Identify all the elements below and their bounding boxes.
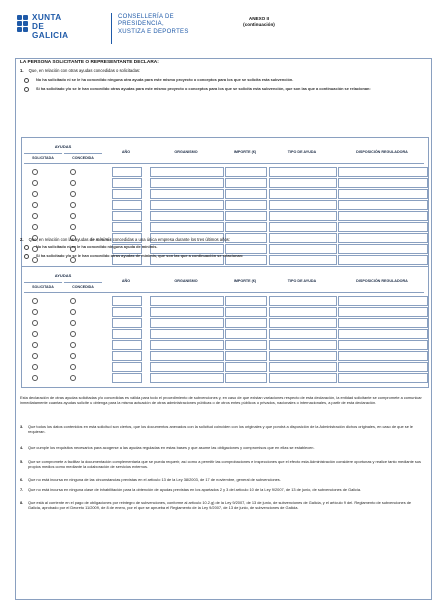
question-2-text-before: Que, en relación con las ayudas <box>28 237 90 242</box>
importe-field[interactable] <box>225 200 267 210</box>
header-organismo: ORGANISMO <box>174 150 198 154</box>
anio-field[interactable] <box>112 200 142 210</box>
q2-option-yes-radio[interactable] <box>24 254 29 259</box>
importe-field[interactable] <box>225 296 267 306</box>
solicitada-radio[interactable] <box>32 213 38 219</box>
q1-option-no-label: No ha solicitado ni se le ha concedido ninguna otra ayuda para este mismo proyecto o conceptos para los que se solicita esta subvención. <box>36 77 294 82</box>
item-text: Que cumple los requisitos necesarios para acogerse a las ayudas reguladas en estas bases y que asume las obligaciones y compromisos que en ellas se establecen. <box>28 445 315 450</box>
tipo-field[interactable] <box>269 233 337 243</box>
item-number: 6. <box>20 477 24 482</box>
tipo-field[interactable] <box>269 222 337 232</box>
disposicion-field[interactable] <box>338 211 428 221</box>
solicitada-radio[interactable] <box>32 353 38 359</box>
header-tipo: TIPO DE AYUDA <box>287 150 317 154</box>
solicitada-radio[interactable] <box>32 298 38 304</box>
solicitada-radio[interactable] <box>32 364 38 370</box>
solicitada-radio[interactable] <box>32 180 38 186</box>
annex-title-block <box>229 16 289 28</box>
table-row <box>22 166 428 177</box>
anio-field[interactable] <box>112 351 142 361</box>
solicitada-radio[interactable] <box>32 169 38 175</box>
table-row <box>22 188 428 199</box>
declaration-section <box>15 58 432 600</box>
solicitada-radio[interactable] <box>32 191 38 197</box>
importe-field[interactable] <box>225 222 267 232</box>
disposicion-field[interactable] <box>338 189 428 199</box>
disposicion-field[interactable] <box>338 351 428 361</box>
aid-table-2 <box>21 266 429 388</box>
solicitada-radio[interactable] <box>32 320 38 326</box>
anio-field[interactable] <box>112 189 142 199</box>
table-row <box>22 372 428 383</box>
concedida-radio[interactable] <box>70 353 76 359</box>
concedida-radio[interactable] <box>70 180 76 186</box>
solicitada-radio[interactable] <box>32 202 38 208</box>
q1-option-yes-label: Sí ha solicitado y/o se le han concedido otras ayudas para este mismo proyecto o conceptos para los que se solicita esta subvención, que son las que a continuación se relacionan: <box>36 86 371 91</box>
concedida-radio[interactable] <box>70 202 76 208</box>
solicitada-radio[interactable] <box>32 342 38 348</box>
item-number: 3. <box>20 424 24 429</box>
disposicion-field[interactable] <box>338 307 428 317</box>
question-2-number: 2. <box>20 237 24 242</box>
concedida-radio[interactable] <box>70 375 76 381</box>
header-importe: IMPORTE (€) <box>233 279 257 283</box>
tipo-field[interactable] <box>269 373 337 383</box>
disposicion-field[interactable] <box>338 233 428 243</box>
declaration-paragraph: Esta declaración de otras ayudas solicitadas y/o concedidas es válida para todo el procedimiento de subvenciones y, en caso de que existan variaciones respecto de esta declaración, la entidad solicitante se compromete a comunicar inmediatamente cuantas ayudas solicite u obtenga para la misma actuación de otras administraciones públicas o de otros entes públicos o privados, nacionales o internacionales, a partir de esta declaración. <box>20 395 422 406</box>
q1-option-yes-radio[interactable] <box>24 87 29 92</box>
anio-field[interactable] <box>112 340 142 350</box>
xunta-emblem-icon <box>17 15 29 45</box>
importe-field[interactable] <box>225 167 267 177</box>
logo-divider <box>111 13 112 44</box>
header-ayudas: AYUDAS <box>54 144 72 149</box>
concedida-radio[interactable] <box>70 169 76 175</box>
importe-field[interactable] <box>225 189 267 199</box>
table-row <box>22 199 428 210</box>
anio-field[interactable] <box>112 373 142 383</box>
concedida-radio[interactable] <box>70 224 76 230</box>
disposicion-field[interactable] <box>338 167 428 177</box>
item-number: 7. <box>20 487 24 492</box>
table-row <box>22 177 428 188</box>
organismo-field[interactable] <box>150 307 224 317</box>
header-importe: IMPORTE (€) <box>233 150 257 154</box>
annex-subtitle: (continuación) <box>243 22 275 27</box>
disposicion-field[interactable] <box>338 340 428 350</box>
header-divider <box>24 163 424 164</box>
item-text: Que no está incursa en ninguna de las circunstancias previstas en el artículo 13 de la Ley 38/2003, de 17 de noviembre, general de subvenciones. <box>28 477 281 482</box>
tipo-field[interactable] <box>269 211 337 221</box>
solicitada-radio[interactable] <box>32 224 38 230</box>
organismo-field[interactable] <box>150 296 224 306</box>
concedida-radio[interactable] <box>70 213 76 219</box>
importe-field[interactable] <box>225 307 267 317</box>
item-text: Que no está incursa en ninguna clase de inhabilitación para la obtención de ayudas previstas en los apartados 2 y 3 del artículo 10 de la Ley 9/2007, de 13 de junio, de subvenciones de Galicia. <box>28 487 362 492</box>
table-row <box>22 306 428 317</box>
q2-option-no-label: No ha solicitado ni se le ha concedido ninguna ayuda de mínimis. <box>36 244 158 249</box>
header-disposicion: DISPOSICIÓN REGULADORA <box>356 150 408 154</box>
table-row <box>22 295 428 306</box>
concedida-radio[interactable] <box>70 342 76 348</box>
item-text: Que se compromete a facilitar la documentación complementaria que se pueda requerir, así como a permitir las comprobaciones e inspecciones que el efecto esta Administración considere oportunas y realice tanto mediante sus propios medios como mediante la colaboración de servicios externos. <box>28 459 421 470</box>
concedida-radio[interactable] <box>70 331 76 337</box>
importe-field[interactable] <box>225 362 267 372</box>
importe-field[interactable] <box>225 178 267 188</box>
anio-field[interactable] <box>112 222 142 232</box>
tipo-field[interactable] <box>269 178 337 188</box>
importe-field[interactable] <box>225 233 267 243</box>
organismo-field[interactable] <box>150 373 224 383</box>
table-row <box>22 350 428 361</box>
disposicion-field[interactable] <box>338 362 428 372</box>
concedida-radio[interactable] <box>70 309 76 315</box>
question-1-number: 1. <box>20 68 24 73</box>
tipo-field[interactable] <box>269 296 337 306</box>
q2-option-no-radio[interactable] <box>24 245 29 250</box>
table-row <box>22 328 428 339</box>
organismo-field[interactable] <box>150 178 224 188</box>
item-text: Que está al corriente en el pago de obligaciones por reintegro de subvenciones, conforme al artículo 10.2.g) de la Ley 9/2007, de 13 de junio, de subvenciones de Galicia, y el artículo 9 del. Reglamento de subvenciones de Galicia, aprobado por el Decreto 11/2009, de 8 de enero, por el que se aprueba el Reglamento de la Ley 9/2007, de 13 de junio, de subvenciones de Galicia. <box>28 500 412 511</box>
tipo-field[interactable] <box>269 318 337 328</box>
tipo-field[interactable] <box>269 307 337 317</box>
organismo-field[interactable] <box>150 189 224 199</box>
solicitada-radio[interactable] <box>32 309 38 315</box>
organismo-field[interactable] <box>150 211 224 221</box>
section-title: LA PERSONA SOLICITANTE O REPRESENTANTE DECLARA: <box>20 60 159 65</box>
importe-field[interactable] <box>225 351 267 361</box>
item-number: 8. <box>20 500 24 505</box>
q2-option-yes-label: Sí ha solicitado y/o se le han concedido otras ayudas de mínimis, que son las que a continuación se relacionan: <box>36 253 244 258</box>
tipo-field[interactable] <box>269 200 337 210</box>
item-text: Que todos los datos contenidos en esta solicitud son ciertos, que los documentos anexados con la solicitud coinciden con los originales y que pondrá a disposición de la Administración dichos originales, en caso de que se le requieran. <box>28 424 413 435</box>
question-1 <box>20 68 140 73</box>
disposicion-field[interactable] <box>338 178 428 188</box>
concedida-radio[interactable] <box>70 364 76 370</box>
header-divider <box>24 292 424 293</box>
anio-field[interactable] <box>112 329 142 339</box>
solicitada-radio[interactable] <box>32 331 38 337</box>
concedida-radio[interactable] <box>70 298 76 304</box>
disposicion-field[interactable] <box>338 296 428 306</box>
table-row <box>22 221 428 232</box>
question-2-emphasis: de mínimis <box>89 237 112 242</box>
organismo-field[interactable] <box>150 351 224 361</box>
question-2 <box>20 237 230 242</box>
tipo-field[interactable] <box>269 167 337 177</box>
organismo-field[interactable] <box>150 340 224 350</box>
anio-field[interactable] <box>112 211 142 221</box>
tipo-field[interactable] <box>269 351 337 361</box>
disposicion-field[interactable] <box>338 318 428 328</box>
header-organismo: ORGANISMO <box>174 279 198 283</box>
q1-option-no-radio[interactable] <box>24 78 29 83</box>
header-ayudas: AYUDAS <box>54 273 72 278</box>
item-number: 5. <box>20 459 24 464</box>
item-number: 4. <box>20 445 24 450</box>
header-concedida: CONCEDIDA <box>64 153 102 162</box>
solicitada-radio[interactable] <box>32 375 38 381</box>
organismo-field[interactable] <box>150 222 224 232</box>
importe-field[interactable] <box>225 318 267 328</box>
importe-field[interactable] <box>225 340 267 350</box>
table-row <box>22 210 428 221</box>
header-anio: AÑO <box>121 150 131 154</box>
annex-title: ANEXO II <box>248 16 270 21</box>
tipo-field[interactable] <box>269 329 337 339</box>
question-2-text-after: concedidas a una única empresa durante los tres últimos años: <box>111 237 231 242</box>
anio-field[interactable] <box>112 318 142 328</box>
concedida-radio[interactable] <box>70 191 76 197</box>
anio-field[interactable] <box>112 167 142 177</box>
tipo-field[interactable] <box>269 189 337 199</box>
table-row <box>22 361 428 372</box>
organismo-field[interactable] <box>150 200 224 210</box>
disposicion-field[interactable] <box>338 329 428 339</box>
organismo-field[interactable] <box>150 167 224 177</box>
disposicion-field[interactable] <box>338 200 428 210</box>
concedida-radio[interactable] <box>70 320 76 326</box>
importe-field[interactable] <box>225 329 267 339</box>
anio-field[interactable] <box>112 296 142 306</box>
question-1-text: Que, en relación con otras ayudas concedidas o solicitadas: <box>28 68 141 73</box>
header <box>17 12 437 52</box>
tipo-field[interactable] <box>269 340 337 350</box>
department-name: CONSELLERÍA DE PRESIDENCIA, XUSTIZA E DEPORTES <box>118 14 189 35</box>
anio-field[interactable] <box>112 307 142 317</box>
xunta-logo <box>17 12 77 48</box>
header-solicitada: SOLICITADA <box>24 282 62 291</box>
disposicion-field[interactable] <box>338 373 428 383</box>
organismo-field[interactable] <box>150 329 224 339</box>
table-row <box>22 339 428 350</box>
header-disposicion: DISPOSICIÓN REGULADORA <box>356 279 408 283</box>
importe-field[interactable] <box>225 211 267 221</box>
anio-field[interactable] <box>112 178 142 188</box>
header-solicitada: SOLICITADA <box>24 153 62 162</box>
disposicion-field[interactable] <box>338 222 428 232</box>
logo-text: XUNTA DE GALICIA <box>32 13 69 40</box>
importe-field[interactable] <box>225 373 267 383</box>
header-concedida: CONCEDIDA <box>64 282 102 291</box>
table-row <box>22 317 428 328</box>
tipo-field[interactable] <box>269 362 337 372</box>
header-tipo: TIPO DE AYUDA <box>287 279 317 283</box>
header-anio: AÑO <box>121 279 131 283</box>
organismo-field[interactable] <box>150 362 224 372</box>
anio-field[interactable] <box>112 362 142 372</box>
organismo-field[interactable] <box>150 318 224 328</box>
